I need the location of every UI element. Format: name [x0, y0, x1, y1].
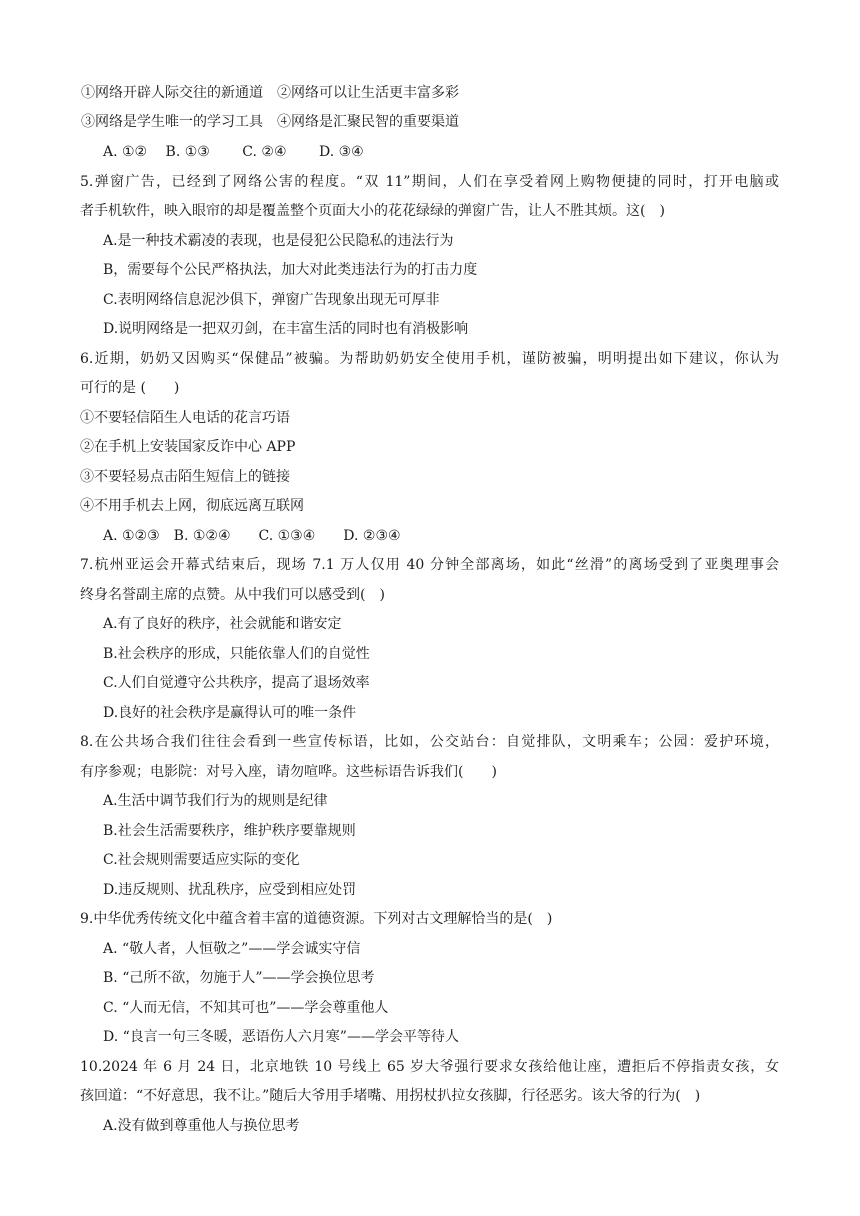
- q9-option-b: B. “己所不欲，勿施于人”——学会换位思考: [103, 970, 375, 986]
- q5-option-c: C.表明网络信息泥沙俱下，弹窗广告现象出现无可厚非: [103, 292, 440, 308]
- q4-option-1-2: ①网络开辟人际交往的新通道 ②网络可以让生活更丰富多彩: [81, 85, 459, 101]
- q7-stem-line1: 7.杭州亚运会开幕式结束后，现场 7.1 万人仅用 40 分钟全部离场，如此“丝滑”的离场受到了亚奥理事会: [80, 557, 779, 573]
- q8-option-b: B.社会生活需要秩序，维护秩序要靠规则: [103, 823, 356, 839]
- q8-option-a: A.生活中调节我们行为的规则是纪律: [103, 793, 328, 809]
- q7-option-c: C.人们自觉遵守公共秩序，提高了退场效率: [103, 675, 370, 691]
- q7-option-d: D.良好的社会秩序是赢得认可的唯一条件: [103, 705, 357, 721]
- q5-stem-line2: 者手机软件，映入眼帘的却是覆盖整个页面大小的花花绿绿的弹窗广告，让人不胜其烦。这( ): [80, 203, 665, 219]
- q8-stem-line1: 8.在公共场合我们往往会看到一些宣传标语，比如，公交站台：自觉排队，文明乘车；公园：爱护环境，: [80, 734, 779, 750]
- q10-stem-line1: 10.2024 年 6 月 24 日，北京地铁 10 号线上 65 岁大爷强行要求女孩给他让座，遭拒后不停指责女孩，女: [80, 1059, 779, 1075]
- q6-option-1: ①不要轻信陌生人电话的花言巧语: [80, 410, 290, 426]
- q6-option-4: ④不用手机去上网，彻底远离互联网: [80, 498, 304, 514]
- q9-stem: 9.中华优秀传统文化中蕴含着丰富的道德资源。下列对古文理解恰当的是( ): [80, 911, 553, 927]
- q7-option-b: B.社会秩序的形成，只能依靠人们的自觉性: [103, 646, 370, 662]
- q5-option-d: D.说明网络是一把双刃剑，在丰富生活的同时也有消极影响: [103, 321, 469, 337]
- q8-option-c: C.社会规则需要适应实际的变化: [103, 852, 300, 868]
- q9-option-a: A. “敬人者，人恒敬之”——学会诚实守信: [103, 941, 361, 957]
- q4-option-3-4: ③网络是学生唯一的学习工具 ④网络是汇聚民智的重要渠道: [81, 114, 459, 130]
- q6-option-3: ③不要轻易点击陌生短信上的链接: [80, 469, 290, 485]
- q10-option-a: A.没有做到尊重他人与换位思考: [103, 1118, 300, 1134]
- q9-option-d: D. “良言一句三冬暖，恶语伤人六月寒”——学会平等待人: [103, 1029, 459, 1045]
- q6-stem-line1: 6.近期，奶奶又因购买“保健品”被骗。为帮助奶奶安全使用手机，谨防被骗，明明提出如下建议，你认为: [80, 351, 779, 367]
- q6-choices: A. ①②③ B. ①②④ C. ①③④ D. ②③④: [103, 528, 401, 544]
- q4-choices: A. ①② B. ①③ C. ②④ D. ③④: [103, 144, 364, 160]
- q6-stem-line2: 可行的是 ( ): [80, 380, 180, 396]
- q10-stem-line2: 孩回道：“不好意思，我不让。”随后大爷用手堵嘴、用拐杖扒拉女孩脚，行径恶劣。该大爷的行为( ): [80, 1088, 701, 1104]
- q5-option-a: A.是一种技术霸凌的表现，也是侵犯公民隐私的违法行为: [103, 233, 454, 249]
- q9-option-c: C. “人而无信，不知其可也”——学会尊重他人: [103, 1000, 389, 1016]
- q8-stem-line2: 有序参观；电影院：对号入座，请勿喧哗。这些标语告诉我们( ): [80, 764, 497, 780]
- q7-option-a: A.有了良好的秩序，社会就能和谐安定: [103, 616, 342, 632]
- q8-option-d: D.违反规则、扰乱秩序，应受到相应处罚: [103, 882, 357, 898]
- q5-stem-line1: 5.弹窗广告，已经到了网络公害的程度。“双 11”期间，人们在享受着网上购物便捷的同时，打开电脑或: [80, 174, 779, 190]
- q6-option-2: ②在手机上安装国家反诈中心 APP: [80, 439, 296, 455]
- q5-option-b: B，需要每个公民严格执法，加大对此类违法行为的打击力度: [103, 262, 478, 278]
- q7-stem-line2: 终身名誉副主席的点赞。从中我们可以感受到( ): [80, 587, 385, 603]
